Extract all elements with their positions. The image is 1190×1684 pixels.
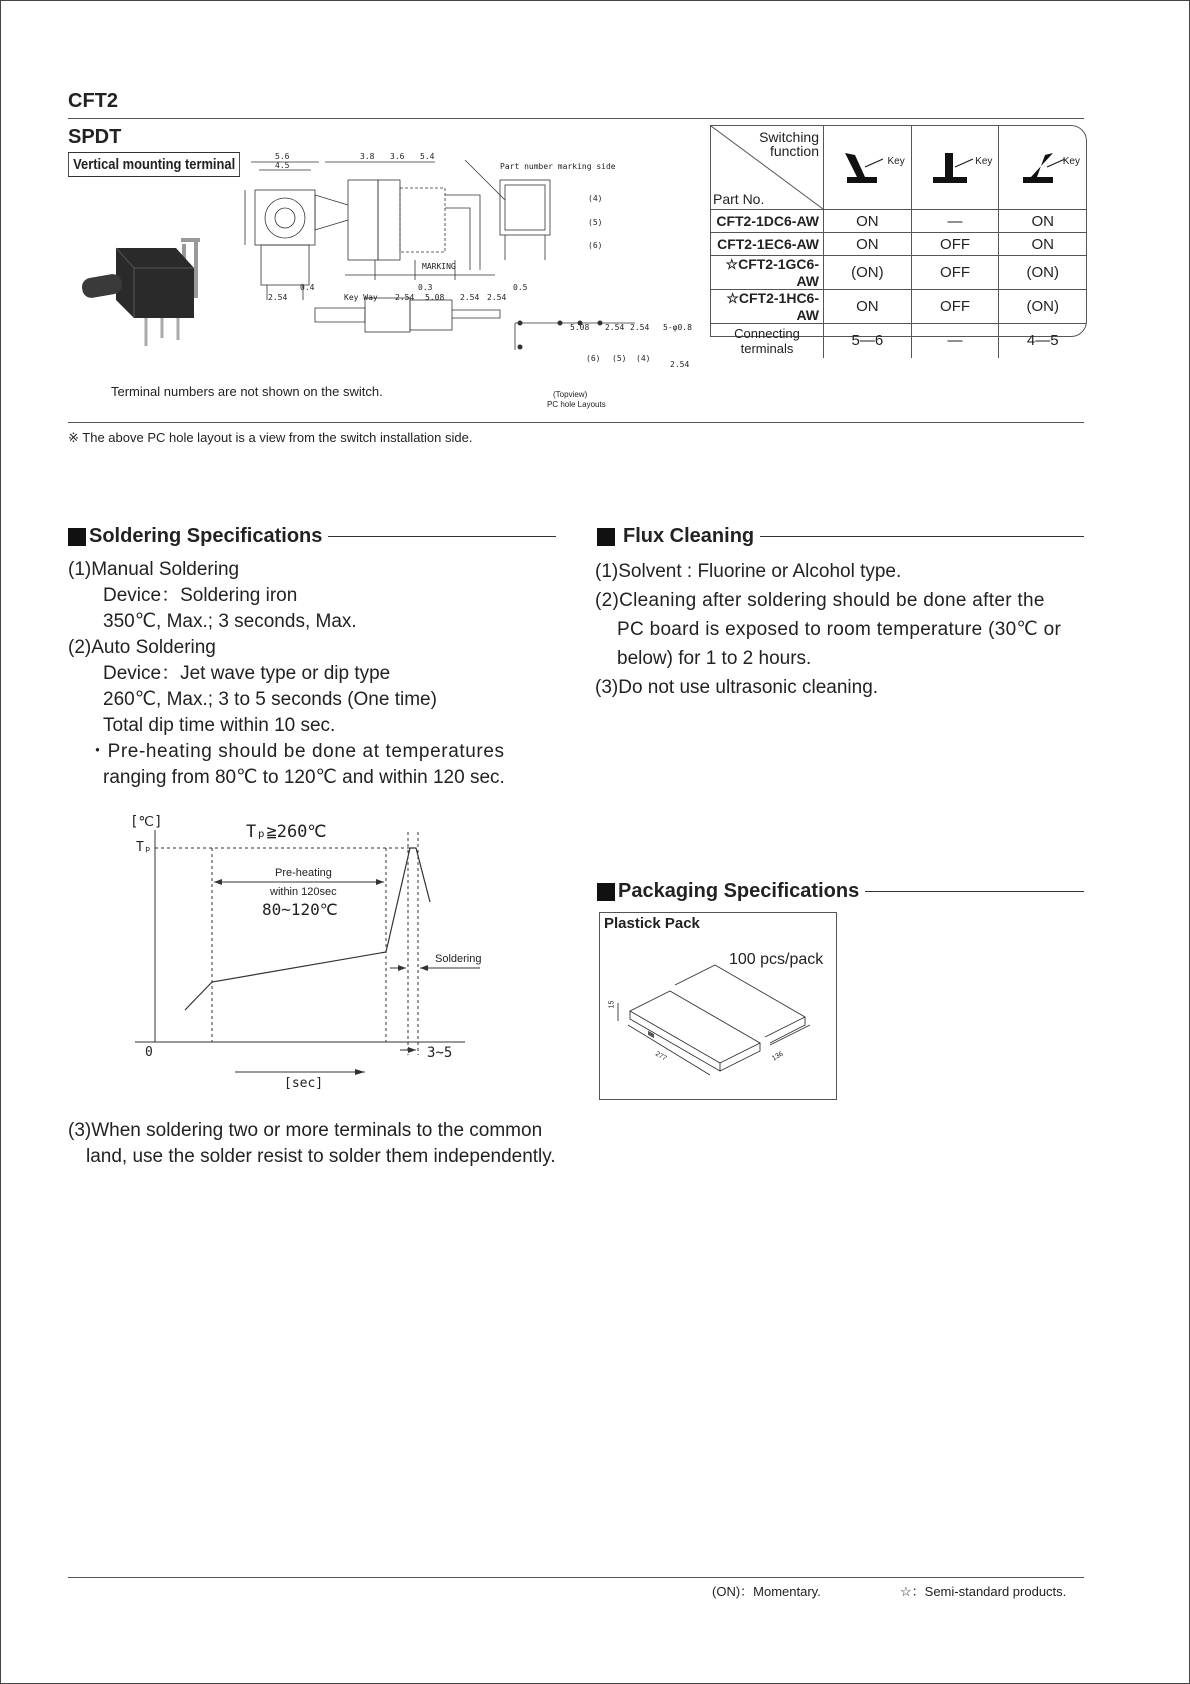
dim-label: 5.4 [420,152,435,161]
heading-line [865,891,1084,892]
toggle-pos-center [911,126,999,210]
auto-soldering-title: Auto Soldering [91,637,216,658]
heading-line [328,536,556,537]
pack-dim-label: 15 [608,1000,616,1009]
part-number: CFT2-1EC6-AW [711,233,824,256]
terminal-label: (5) [588,218,603,227]
graph-preheat-label: Pre-heating [275,867,332,879]
terminal-label: (6) [588,241,603,250]
pos1-value: ON [824,233,912,256]
model-title: CFT2 [68,90,118,112]
switch-photo [76,228,206,348]
flux-item-2-line-2: PC board is exposed to room temperature (30℃ or [617,619,1062,640]
terminals-pos1: 5—6 [824,324,912,358]
packaging-heading-text: Packaging Specifications [618,880,860,902]
toggle-pos-left [824,126,912,210]
soldering-note-3 [68,1118,568,1170]
packaging-heading [597,880,1084,903]
topview-label: (Topview) [553,390,588,399]
heading-square [68,528,86,546]
toggle-pos-right [999,126,1086,210]
dim-label: 4.5 [275,161,290,170]
pack-dim-label: 136 [771,1050,785,1063]
graph-x-unit: [sec] [284,1076,324,1091]
pos2-value: OFF [911,256,999,290]
switch-table [710,125,1087,356]
part-number: CFT2-1DC6-AW [711,210,824,233]
dim-label: 5.08 [425,293,445,302]
pc-layout-label: PC hole Layouts [547,400,606,409]
manual-soldering-title: Manual Soldering [91,559,240,580]
dim-label: 5.08 [570,323,590,332]
flux-item-3: Do not use ultrasonic cleaning. [618,677,879,698]
table-row [711,256,1086,290]
terminal-label: (4) [636,354,651,363]
dim-label: 5-φ0.8 [663,323,692,332]
flux-item-2-line-1: Cleaning after soldering should be done after the [619,590,1045,611]
footer-rule [68,1577,1084,1578]
pack-label: Plastick Pack [604,915,700,932]
dimension-drawings [215,150,695,415]
keyway-label: Key Way [344,293,378,302]
table-row [711,233,1086,256]
terminal-label: (6) [586,354,601,363]
flux-heading [597,525,1084,548]
dim-label: 3.8 [360,152,375,161]
pack-tray-drawing [600,963,836,1098]
pack-dim-label: 277 [654,1050,668,1063]
pos3-value: (ON) [999,256,1086,290]
table-row-terminals [711,324,1086,358]
table-row [711,290,1086,324]
header-switching-function: Switching function [759,129,819,159]
flux-item-2-line-3: below) for 1 to 2 hours. [617,648,812,669]
pos3-value: ON [999,233,1086,256]
terminal-label: (5) [612,354,627,363]
dim-label: 2.54 [487,293,507,302]
part-mark-label: Part number marking side [500,162,616,171]
auto-device: Device：Jet wave type or dip type [103,663,391,684]
note3-line-2: land, use the solder resist to solder them independently. [86,1146,556,1167]
dim-label: 2.54 [605,323,625,332]
dim-label: 2.54 [268,293,288,302]
item-number: (3) [595,677,619,698]
dim-label: 3.6 [390,152,405,161]
section-rule [68,422,1084,423]
connecting-terminals-label: Connecting terminals [711,324,824,358]
terminal-label: (4) [588,194,603,203]
dim-label: 2.54 [630,323,650,332]
note3-line-1: When soldering two or more terminals to the common [91,1120,543,1141]
item-number: (2) [68,637,92,658]
graph-tp-label: Tₚ [136,840,152,855]
pc-hole-note: ※ The above PC hole layout is a view from the switch installation side. [68,430,473,445]
manual-device: Device：Soldering iron [103,585,298,606]
heading-square [597,883,615,901]
pos2-value: — [911,210,999,233]
terminals-pos2: — [911,324,999,358]
graph-tp-condition: Tₚ≧260℃ [246,822,327,842]
terminals-pos3: 4—5 [999,324,1086,358]
pos3-value: ON [999,210,1086,233]
dim-label: 2.54 [460,293,480,302]
table-header-corner [711,126,824,210]
flux-body [595,557,1085,702]
terminal-note: Terminal numbers are not shown on the switch. [111,384,383,399]
part-number: ☆CFT2-1HC6-AW [711,290,824,324]
graph-within-label: within 120sec [270,886,337,898]
plastic-pack-box [599,912,837,1100]
graph-soldering-label: Soldering [435,953,482,965]
auto-spec: 260℃, Max.; 3 to 5 seconds (One time) [103,689,437,710]
heading-line [760,536,1084,537]
dim-label: 0.4 [300,283,315,292]
mounting-label: Vertical mounting terminal [68,152,240,177]
flux-item-1: Solvent : Fluorine or Alcohol type. [618,561,902,582]
graph-zero-label: 0 [145,1045,153,1060]
key-label: Key [887,156,905,167]
dim-label: 5.6 [275,152,290,161]
pos2-value: OFF [911,233,999,256]
item-number: (1) [595,561,619,582]
pos1-value: ON [824,290,912,324]
preheat-line-2: ranging from 80℃ to 120℃ and within 120 sec. [103,767,505,788]
item-number: (2) [595,590,620,611]
pos2-value: OFF [911,290,999,324]
dim-label: 0.3 [418,283,433,292]
heading-square [597,528,615,546]
soldering-body [68,557,558,791]
marking-label: MARKING [422,262,456,271]
dim-label: 0.5 [513,283,528,292]
semi-standard-note: ☆：Semi-standard products. [900,1584,1067,1599]
pack-quantity: 100 pcs/pack [729,951,824,968]
flux-heading-text: Flux Cleaning [623,525,755,547]
pos1-value: ON [824,210,912,233]
graph-y-unit: [℃] [130,814,163,830]
pos3-value: (ON) [999,290,1086,324]
item-number: (1) [68,559,92,580]
header-part-no: Part No. [713,191,765,207]
manual-spec: 350℃, Max.; 3 seconds, Max. [103,611,357,632]
soldering-heading-text: Soldering Specifications [89,525,323,547]
key-label: Key [1062,156,1080,167]
table-row [711,210,1086,233]
preheat-line-1: ・Pre-heating should be done at temperatures [88,741,505,762]
part-number: ☆CFT2-1GC6-AW [711,256,824,290]
soldering-heading [68,525,556,548]
graph-range-label: 80~120℃ [262,900,338,919]
type-title: SPDT [68,126,122,148]
momentary-note: (ON)：Momentary. [712,1584,821,1599]
header-rule [68,118,1084,119]
pos1-value: (ON) [824,256,912,290]
dim-label: 2.54 [670,360,690,369]
soldering-profile-graph [120,810,480,1100]
item-number: (3) [68,1120,92,1141]
auto-dip-time: Total dip time within 10 sec. [103,715,336,736]
key-label: Key [975,156,993,167]
dim-label: 2.54 [395,293,415,302]
graph-time-label: 3~5 [427,1045,453,1061]
